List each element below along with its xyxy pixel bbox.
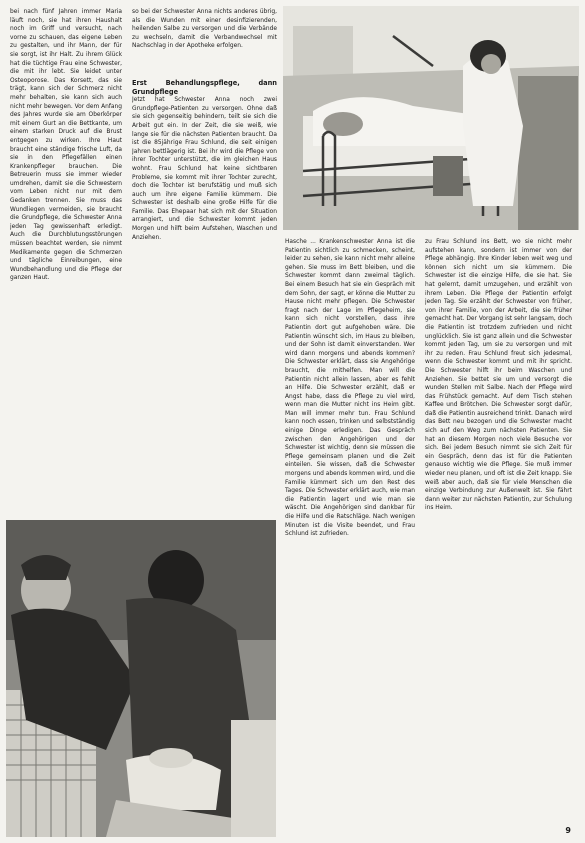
patient-feet-care-photo: [6, 520, 276, 837]
article-column-1: [10, 8, 122, 516]
column-1-text: bei nach fünf Jahren immer Maria läuft noch, sie hat ihren Haushalt noch im Griff und versucht, nach vorne zu schauen, das eigene Leben zu gestalten, und ihr Mann, der für sie sorgt, ist ihr Halt. Zu ihrem Glück hat die tüchtige Frau eine Schwester, die mit ihr lebt. Sie leidet unter Osteoporose. Das Korsett, das sie trägt, kann sich der Schmerz nicht mehr behalten, sie kann sich auch nicht mehr bewegen. Vor dem Anfang des Jahres wurde sie am Oberkörper mit einem Gurt an die Bettkante, um einem starken Druck auf die Brust entgegen zu wirken. Ihre Haut braucht eine ständige frische Luft, da sie in den Pflegefällen einen Krankenpfleger brauchen. Die Betreuerin muss sie immer wieder umdrehen, damit sie die Schwestern vom Leben nicht nur mit dem Gedanken trennen. Sie muss das Wundliegen vermeiden, sie braucht die Grundpflege, die Schwester Anna jeden Tag gewissenhaft erledigt. Auch die Durchblutungsstörungen müssen beachtet werden, sie nimmt Medikamente gegen die Schmerzen und tägliche Einreibungen, eine Wundbehandlung und die Pflege der ganzen Haut.: [10, 9, 122, 282]
column-4-text: zu Frau Schlund ins Bett, wo sie nicht mehr aufstehen kann, sondern ist immer von der Pflege abhängig. Ihre Kinder leben weit weg und können sich nicht um sie kümmern. Die Schwester ist die einzige Hilfe, die sie hat. Sie hat gelernt, damit umzugehen, und erzählt von ihrem Leben. Die Pflege der Patientin erfolgt jeden Tag. Sie erzählt der Schwester von früher, von ihrer Familie, von der Arbeit, die sie früher gemacht hat. Der Vorgang ist sehr langsam, doch die Patientin ist trotzdem zufrieden und nicht unglücklich. Sie ist ganz allein und die Schwester kommt jeden Tag, um sie zu versorgen und mit ihr zu reden. Frau Schlund freut sich jedesmal, wenn die Schwester kommt und mit ihr spricht. Die Schwester hilft ihr beim Waschen und Anziehen. Sie bettet sie um und versorgt die wunden Stellen mit Salbe. Nach der Pflege wird das Frühstück gemacht. Auf dem Tisch stehen Kaffee und Brötchen. Die Schwester sorgt dafür, daß die Patientin ausreichend trinkt. Danach wird das Bett neu bezogen und die Schwester macht sich auf den Weg zum nächsten Patienten. Sie hat an diesem Morgen noch viele Besuche vor sich. Bei jedem Besuch nimmt sie sich Zeit für ein Gespräch, denn das ist für die Patienten genauso wichtig wie die Pflege. Sie muß immer wieder neu planen, und oft ist die Zeit knapp. Sie weiß aber auch, daß sie für viele Menschen die einzige Verbindung zur Außenwelt ist. Sie fährt dann weiter zur nächsten Patientin, zur Schulung ins Heim.: [425, 239, 572, 512]
article-column-4: [425, 238, 572, 828]
page-number: 9: [565, 826, 571, 835]
column-2-text: Jetzt hat Schwester Anna noch zwei Grundpflege-Patienten zu versorgen. Ohne daß sie sich gegenseitig behindern, teilt sie sich die Arbeit gut ein. In der Zeit, die sie weiß, wie lange sie für die nächsten Patienten braucht. Da ist die 85jährige Frau Schlund, die seit einigen Jahren bettlägerig ist. Bei ihr wird die Pflege von ihrer Tochter unterstützt, die im gleichen Haus wohnt. Frau Schlund hat keine sichtbaren Probleme, sie kommt mit ihrer Tochter zurecht, doch die Tochter ist berufstätig und muß sich auch um ihre eigene Familie kümmern. Die Schwester ist deshalb eine große Hilfe für die Familie. Das Ehepaar hat sich mit der Situation arrangiert, und die Schwester kommt jeden Morgen und hilft beim Aufstehen, Waschen und Anziehen.: [132, 97, 277, 241]
article-column-3: [285, 238, 415, 836]
bedroom-nursing-photo: [283, 6, 579, 230]
column-2-intro: so bei der Schwester Anna nichts anderes übrig, als die Wunden mit einer desinfizierenden, heilenden Salbe zu versorgen und die Verbände zu wechseln, damit die Verbandwechsel mit Nachschlag in der Apotheke erfolgen.: [132, 9, 277, 50]
column-3-text: Hasche ... Krankenschwester Anna ist die Patientin sichtlich zu schmecken, scheint, leider zu sehen, sie kann nicht mehr alleine gehen. Sie muss im Bett bleiben, und die Schwester kommt dann zweimal täglich. Bei einem Besuch hat sie ein Gespräch mit dem Sohn, der sagt, er könne die Mutter zu Hause nicht mehr pflegen. Die Schwester fragt nach der Lage im Pflegeheim, sie kann sich nicht vorstellen, dass ihre Patientin dort gut aufgehoben wäre. Die Patientin wünscht sich, im Haus zu bleiben, und der Sohn ist damit einverstanden. Wer wird dann morgens und abends kommen? Die Schwester erklärt, dass sie Angehörige braucht, die mithelfen. Man will die Patientin nicht allein lassen, aber es fehlt an Hilfe. Die Schwester erzählt, daß er Angst habe, dass die Pflege zu viel wird, wenn man die Mutter nicht ins Heim gibt. Man will immer mehr tun. Frau Schlund kann noch essen, trinken und selbstständig einige Dinge erledigen. Das Gespräch zwischen den Angehörigen und der Schwester ist wichtig, denn sie müssen die Pflege gemeinsam planen und die Zeit einteilen. Sie wissen, daß die Schwester morgens und abends kommen wird, und die Familie kümmert sich um den Rest des Tages. Die Schwester erklärt auch, wie man die Patientin lagert und wie man sie wäscht. Die Angehörigen sind dankbar für die Hilfe und die Ratschläge. Nach wenigen Minuten ist die Visite beendet, und Frau Schlund ist zufrieden.: [285, 239, 415, 538]
section-heading: Erst Behandlungspflege, dann Grundpflege: [132, 78, 277, 96]
article-column-2: [132, 8, 277, 516]
